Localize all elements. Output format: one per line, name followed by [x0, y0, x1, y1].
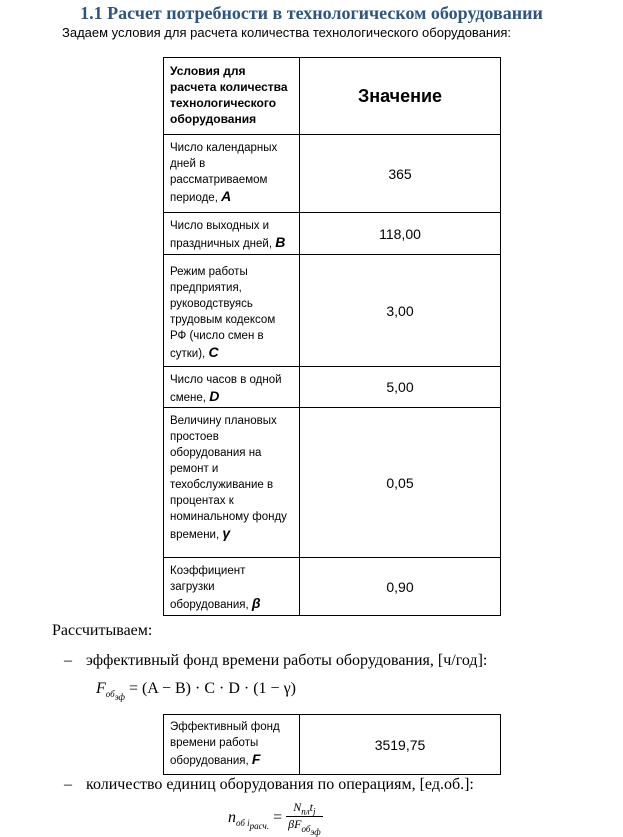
bullet-dash: –	[64, 776, 72, 793]
row-label: Число выходных и праздничных дней, B	[164, 213, 300, 255]
table-row	[164, 213, 501, 255]
row-label: Величину плановых простоев оборудования на ремонт и техобслуживание в процентах к номинальному фонду времени, γ	[164, 408, 300, 558]
header-condition: Условия для расчета количества технологического оборудования	[164, 58, 300, 135]
table-row	[164, 408, 501, 558]
row-label: Число календарных дней в рассматриваемом периоде, A	[164, 135, 300, 213]
bullet-text: количество единиц оборудования по операциям, [ед.об.]:	[86, 776, 474, 793]
row-value: 0,90	[300, 558, 501, 616]
table-header-row	[164, 58, 501, 135]
table-row	[164, 367, 501, 408]
row-label: Эффективный фонд времени работы оборудования, F	[164, 715, 300, 775]
table-row	[164, 135, 501, 213]
params-table	[163, 57, 501, 616]
formula-equipment-count: $n_{об i_{расч.}}$ = $\frac{N_{пл}t_j}{\beta F_{об_{эф}}}$	[228, 800, 321, 837]
row-value: 5,00	[300, 367, 501, 408]
result-table	[163, 714, 501, 775]
row-value: 118,00	[300, 213, 501, 255]
header-value: Значение	[300, 58, 501, 135]
bullet-text: эффективный фонд времени работы оборудования, [ч/год]:	[86, 652, 488, 669]
bullet-dash: –	[64, 652, 72, 669]
row-value: 365	[300, 135, 501, 213]
calc-label: Рассчитываем:	[52, 622, 153, 639]
row-label: Режим работы предприятия, руководствуясь трудовым кодексом РФ (число смен в сутки), C	[164, 255, 300, 367]
row-value: 0,05	[300, 408, 501, 558]
intro-text: Задаем условия для расчета количества технологического оборудования:	[62, 25, 512, 40]
fraction: $\frac{N_{пл}t_j}{\beta F_{об_{эф}}}$	[288, 800, 321, 837]
row-label: Коэффициент загрузки оборудования, β	[164, 558, 300, 616]
table-row	[164, 715, 501, 775]
table-row	[164, 255, 501, 367]
row-value: 3519,75	[300, 715, 501, 775]
table-row	[164, 558, 501, 616]
formula-effective-fund: $F_{об_{эф}} = (A - B) \cdot C \cdot D \cdot (1 - \gamma)$	[96, 680, 296, 702]
row-value: 3,00	[300, 255, 501, 367]
section-title: 1.1 Расчет потребности в технологическом оборудовании	[80, 3, 543, 23]
row-label: Число часов в одной смене, D	[164, 367, 300, 408]
